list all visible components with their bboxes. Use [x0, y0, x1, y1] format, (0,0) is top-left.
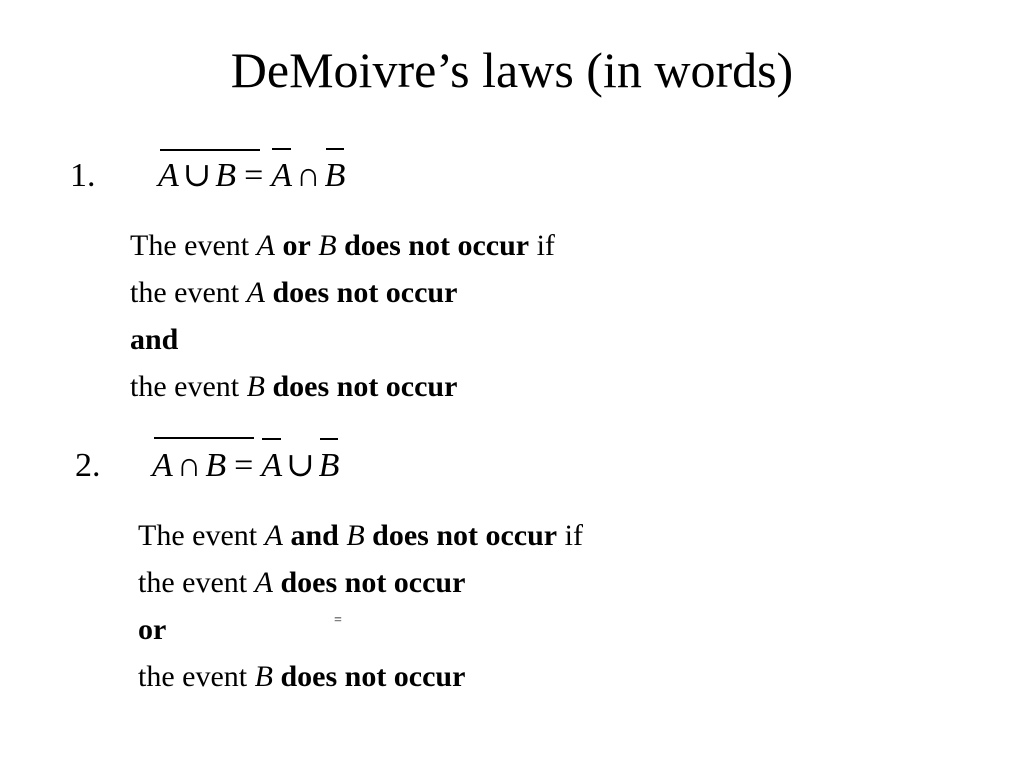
law-2-formula [152, 446, 339, 486]
intersection-symbol: ∩ [296, 157, 321, 194]
stray-equals-mark: = [334, 613, 342, 628]
law-1-lhs-b: B [215, 157, 237, 194]
union-symbol: ∪ [286, 447, 315, 484]
law-2-number: 2. [75, 447, 101, 484]
law-2-explanation [138, 512, 583, 700]
law-1-rhs-a-complement: A [271, 157, 293, 194]
law-2-line-1: The event A and B does not occur if [138, 519, 583, 552]
law-1-explanation [130, 222, 555, 410]
law-1-rhs-b-complement: B [324, 157, 346, 194]
law-2-rhs-a-complement: A [261, 447, 283, 484]
law-1-complement-bar [160, 149, 260, 151]
law-1-line-2: the event A does not occur [130, 276, 458, 309]
slide-title: DeMoivre’s laws (in words) [230, 42, 794, 98]
equals-symbol: = [244, 157, 264, 194]
law-2-complement-bar [154, 437, 254, 439]
law-2-lhs-b: B [205, 447, 227, 484]
law-2-rhs-b-complement: B [318, 447, 340, 484]
union-symbol: ∪ [182, 157, 212, 194]
law-2-line-4: the event B does not occur [138, 660, 466, 693]
law-2-line-2: the event A does not occur [138, 566, 466, 599]
law-2-lhs-a: A [152, 447, 173, 484]
law-1-formula [158, 156, 345, 196]
law-1-line-3: and [130, 323, 179, 356]
law-1-number: 1. [70, 157, 96, 194]
law-2-line-3: or [138, 613, 167, 646]
law-1-lhs-a: A [158, 157, 179, 194]
equals-symbol: = [234, 447, 254, 484]
law-1-line-1: The event A or B does not occur if [130, 229, 555, 262]
law-1-line-4: the event B does not occur [130, 370, 458, 403]
intersection-symbol: ∩ [176, 447, 202, 484]
